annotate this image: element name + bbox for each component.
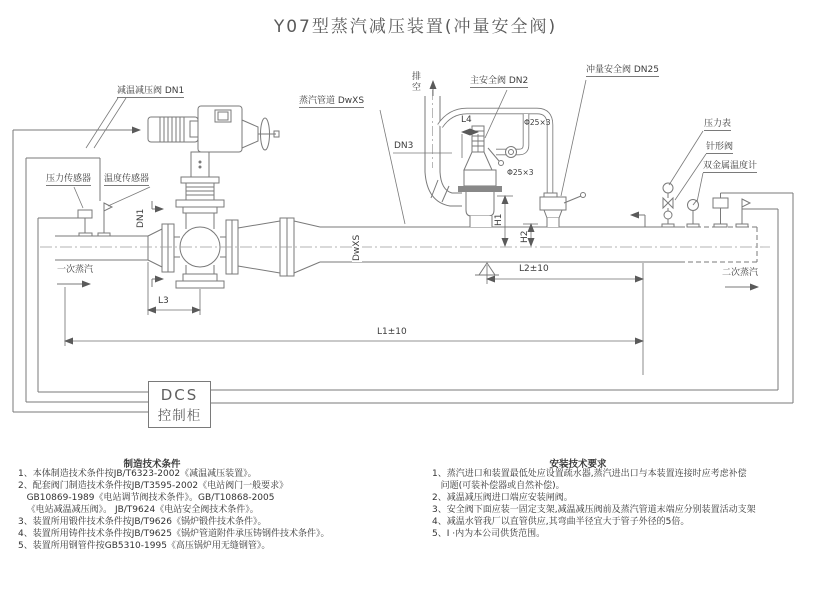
pressure-gauge-symbol (662, 183, 674, 227)
temperature-transmitter-symbol (98, 203, 112, 236)
note-line: 5、Ⅰ ·内为本公司供货范围。 (432, 529, 546, 539)
note-line: 2、配套阀门制造技术条件按JB/T3595-2002《电站阀门一般要求》 (18, 481, 289, 491)
label-dim-l2: L2±10 (519, 264, 549, 274)
label-dn3: DN3 (394, 141, 414, 151)
label-dim-l3: L3 (158, 296, 169, 306)
label-temperature-transmitter: 温度传感器 (104, 174, 150, 184)
dcs-label-line1: DCS (160, 385, 199, 404)
label-dwxs: DwXS (352, 234, 362, 261)
label-dim-l4: L4 (461, 115, 472, 125)
note-line: 1、本体制造技术条件按JB/T6323-2002《减温减压装置》。 (18, 469, 257, 479)
main-safety-valve-symbol (458, 126, 504, 227)
label-main-safety-valve: 主安全阀 DN2 (470, 76, 529, 86)
leader-lines (74, 80, 706, 224)
exhaust-pipe (425, 90, 462, 206)
bimetal-thermometer-symbol (687, 200, 699, 228)
label-pipe-spec-mid: Φ25×3 (507, 168, 534, 177)
label-vent: 排空 (410, 71, 420, 93)
dcs-signal-lines (13, 130, 793, 412)
note-line: 4、装置所用铸件技术条件按JB/T9625《锅炉管道附件承压铸钢件技术条件》。 (18, 529, 330, 539)
label-dim-h1: H1 (494, 213, 504, 226)
note-line: 4、减温水管我厂以直管供应,其弯曲半径宜大于管子外径的5倍。 (432, 517, 690, 527)
label-pressure-gauge: 压力表 (704, 119, 732, 129)
label-primary-steam: 一次蒸汽 (57, 265, 94, 275)
note-line: 3、安全阀下面应装一固定支架,减温减压阀前及蒸汽管道末端应分别装置活动支架 (432, 505, 756, 515)
dcs-label-line2: 控制柜 (157, 407, 202, 424)
note-line: 5、装置所用钢管件按GB5310-1995《高压锅炉用无缝钢管》。 (18, 541, 271, 551)
electric-actuator (148, 106, 279, 200)
label-needle-valve: 针形阀 (706, 142, 734, 152)
note-line: 1、蒸汽进口和装置最低处应设置疏水器,蒸汽进出口与本装置连接时应考虑补偿 (432, 469, 747, 479)
label-bimetal-thermometer: 双金属温度计 (703, 161, 758, 171)
label-dn1: DN1 (136, 208, 146, 228)
outlet-temp-sensor-symbol (736, 199, 750, 227)
installation-notes-title: 安装技术要求 (549, 459, 607, 470)
label-steam-pipe: 蒸汽管道 DwXS (299, 96, 365, 106)
label-impulse-safety-valve: 冲量安全阀 DN25 (586, 65, 659, 75)
pressure-transmitter-symbol (78, 210, 92, 236)
main-pipe (40, 200, 770, 288)
note-line: 2、减温减压阀进口端应安装闸阀。 (432, 493, 573, 503)
note-line: GB10869-1989《电站调节阀技术条件》。GB/T10868-2005 (18, 493, 275, 503)
label-dim-l1: L1±10 (377, 327, 407, 337)
label-pipe-spec-top: Φ25×3 (524, 118, 551, 127)
note-line: 问题(可装补偿器或自然补偿)。 (432, 481, 565, 491)
note-line: 3、装置所用锻件技术条件按JB/T9626《锅炉锻件技术条件》。 (18, 517, 267, 527)
dcs-control-cabinet (148, 381, 211, 428)
drawing-title: Y07型蒸汽减压装置(冲量安全阀) (273, 17, 558, 37)
outlet-transmitter-symbol (713, 198, 728, 227)
manufacturing-notes-title: 制造技术条件 (123, 459, 181, 470)
impulse-safety-valve-symbol (540, 193, 586, 228)
label-pressure-transmitter: 压力传感器 (46, 174, 92, 184)
note-line: 《电站减温减压阀》。 JB/T9624《电站安全阀技术条件》。 (18, 505, 259, 515)
label-reducing-valve: 减温减压阀 DN1 (117, 86, 185, 96)
label-secondary-steam: 二次蒸汽 (722, 268, 759, 278)
label-dim-h2: H2 (520, 230, 530, 243)
